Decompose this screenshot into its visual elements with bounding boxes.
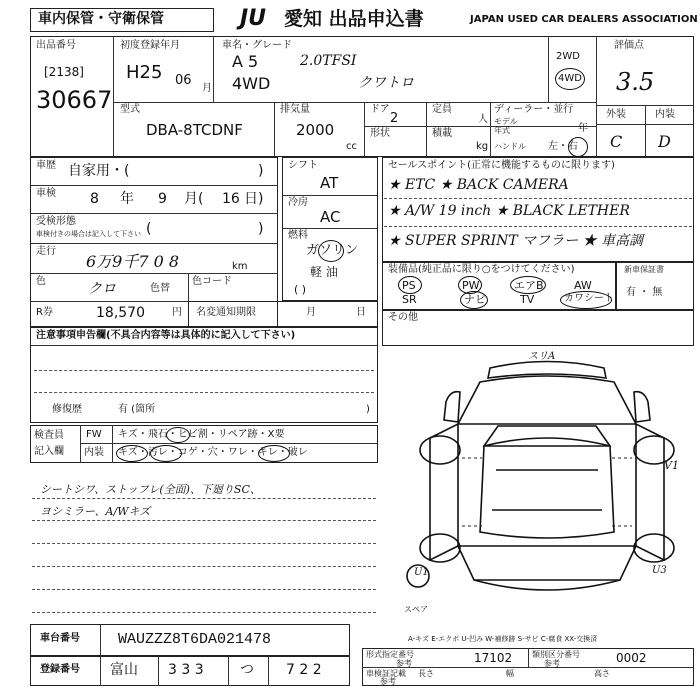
vin-label: 車台番号 — [40, 633, 80, 644]
remark-line-2: ヨシミラー、A/Wキズ — [40, 505, 151, 518]
registration-month-unit: 月 — [202, 83, 212, 94]
lot-code: [2138] — [44, 65, 84, 79]
selling-point-3: ★ SUPER SPRINT マフラー ★ 車高調 — [388, 233, 644, 249]
equipment-label: 装備品(純正品に限り○をつけてください) — [388, 264, 575, 275]
plate-class: 3 3 3 — [168, 662, 204, 678]
inspection-day-unit: 日) — [244, 191, 264, 207]
grade-score-value: 3.5 — [616, 68, 655, 96]
selling-points-label: セールスポイント(正常に機能するものに限ります) — [388, 160, 615, 171]
diagram-mark-u1: U1 — [414, 567, 429, 578]
plate-kana: つ — [240, 662, 254, 678]
fuel-gasoline-circle — [318, 240, 344, 262]
capacity-unit: 人 — [478, 114, 488, 125]
ps-circle — [398, 276, 422, 294]
stain-circle — [150, 445, 182, 462]
inspector-label-2: 記入欄 — [34, 446, 64, 457]
reception-open: ( — [146, 221, 152, 237]
aircon-label: 冷房 — [288, 197, 308, 208]
displacement-unit: cc — [346, 141, 357, 152]
recycle-day: 日 — [356, 307, 366, 318]
inspector-fw: FW — [86, 429, 102, 440]
equipment-navi: ナビ — [464, 293, 486, 306]
car-sub-grade: クワトロ — [358, 75, 414, 91]
aircon-value: AC — [320, 208, 341, 226]
vin-value: WAUZZZ8T6DA021478 — [118, 631, 272, 648]
fuel-light-oil: 軽 油 — [310, 265, 338, 279]
recycle-notice-label: 名変通知期限 — [196, 307, 256, 318]
equipment-tv: TV — [520, 293, 535, 306]
drive-4wd: 4WD — [558, 73, 582, 84]
class-no-value: 0002 — [616, 651, 647, 665]
color-code-label: 色コード — [192, 276, 232, 287]
inspection-year-unit: 年 — [120, 191, 134, 207]
form-title-en: JAPAN USED CAR DEALERS ASSOCIATION — [470, 14, 698, 25]
color-repaint: 色替 — [150, 283, 170, 294]
equipment-leather: カワシート — [564, 293, 614, 304]
inspection-day: 16 — [222, 191, 240, 207]
car-damage-diagram — [400, 350, 694, 620]
inspector-interior-items: キズ・汚レ・コゲ・穴・ワレ・キレ・破レ — [118, 447, 308, 458]
class-no-sub: 参考 — [544, 659, 560, 668]
notes-block — [30, 327, 378, 423]
navi-circle — [460, 291, 488, 309]
cert-length: 長さ — [418, 669, 434, 678]
plate-number: 7 2 2 — [286, 662, 322, 678]
displacement-value: 2000 — [296, 121, 335, 139]
notes-label: 注意事項申告欄(不具合内容等は具体的に記入して下さい) — [36, 330, 296, 341]
inspection-month-unit: 月( — [184, 191, 204, 207]
equipment-pw: PW — [462, 279, 480, 292]
inspector-fw-items: キズ・飛石・ヒビ割・リペア跡・X要 — [118, 429, 285, 440]
diagram-top-mark: スリA — [528, 351, 556, 362]
crack-circle — [258, 445, 290, 462]
plate-label: 登録番号 — [40, 664, 80, 675]
type-cert-sub: 参考 — [396, 659, 412, 668]
type-cert-value: 17102 — [474, 651, 513, 665]
recycle-label: R券 — [36, 307, 53, 318]
spare-label: スペア — [404, 605, 428, 614]
other-label: その他 — [388, 312, 418, 323]
car-name: A 5 — [232, 52, 259, 71]
lot-number: 30667 — [36, 86, 113, 114]
inspection-year: 8 — [90, 191, 99, 207]
handle-label: ハンドル — [494, 142, 526, 151]
repair-close: ) — [366, 404, 370, 415]
registration-month: 06 — [175, 73, 192, 88]
fuel-other: ( ) — [294, 283, 307, 296]
lot-label: 出品番号 — [36, 40, 76, 51]
dealer-model-year: モデル 年式 — [494, 117, 518, 135]
model-value: DBA-8TCDNF — [146, 121, 243, 139]
car-grade: 2.0TFSI — [300, 53, 357, 69]
reception-note: 車検付きの場合は記入して下さい — [36, 230, 141, 238]
reception-close: ) — [258, 221, 264, 237]
color-value: クロ — [88, 281, 116, 297]
selling-point-1: ★ ETC ★ BACK CAMERA — [388, 177, 569, 193]
plate-city: 富山 — [110, 662, 138, 678]
mileage-value: 6万9千7 0 8 — [86, 252, 180, 271]
drive-4wd-circle — [555, 68, 585, 90]
displacement-label: 排気量 — [280, 104, 310, 115]
grade-score-label: 評価点 — [614, 40, 644, 51]
stone-chip-circle — [166, 427, 190, 443]
recycle-amount: 18,570 — [96, 305, 145, 321]
car-name-label: 車名・グレード — [222, 40, 292, 51]
selling-point-2: ★ A/W 19 inch ★ BLACK LETHER — [388, 203, 630, 219]
interior-value: D — [658, 132, 671, 151]
equipment-aw: AW — [574, 279, 592, 292]
damage-legend: A-キズ E-エクボ U-凹み W-補修跡 S-サビ C-腐食 XX-交換済 — [408, 635, 598, 643]
airbag-circle — [510, 276, 546, 294]
mileage-label: 走行 — [36, 246, 56, 257]
reception-label: 受検形態 — [36, 216, 76, 227]
class-no-label: 類別区分番号 — [532, 650, 580, 659]
exterior-label: 外装 — [606, 109, 626, 120]
dealer-label: ディーラー・並行 — [494, 104, 574, 115]
repair-value: 有 (箇所 — [118, 404, 156, 415]
scratch-circle — [116, 445, 148, 462]
diagram-mark-u3: U3 — [652, 565, 667, 576]
handle-opts: 左・右 — [548, 141, 578, 152]
cert-label: 車検証記載 — [366, 669, 406, 678]
dealer-year-unit: 年 — [578, 123, 588, 134]
equipment-sr: SR — [402, 293, 417, 306]
shape-label: 形状 — [370, 128, 390, 139]
cert-width: 幅 — [506, 669, 514, 678]
history-label: 車歴 — [36, 160, 56, 171]
warranty-value: 有 ・ 無 — [626, 287, 663, 298]
load-label: 積載 — [432, 128, 452, 139]
load-unit: kg — [476, 141, 489, 152]
diagram-mark-v1: V1 — [664, 459, 679, 472]
equipment-airbag: エアB — [514, 279, 544, 292]
equipment-ps: PS — [402, 279, 416, 292]
warranty-label: 新車保証書 — [624, 265, 664, 274]
remark-line-1: シートシワ、ストッフレ(全面)、下廻りSC、 — [40, 483, 261, 496]
fuel-gasoline: ガソリン — [306, 243, 359, 258]
capacity-label: 定員 — [432, 104, 452, 115]
fuel-label: 燃料 — [288, 230, 308, 241]
top-block — [30, 36, 694, 157]
recycle-month: 月 — [306, 307, 316, 318]
registration-label: 初度登録年月 — [120, 40, 180, 51]
doors-value: 2 — [390, 111, 399, 126]
mileage-unit: km — [232, 261, 248, 272]
leather-circle — [560, 291, 612, 309]
registration-era-year: H25 — [126, 62, 163, 83]
history-close: ) — [258, 163, 264, 179]
model-label: 型式 — [120, 104, 140, 115]
type-cert-label: 形式指定番号 — [366, 650, 414, 659]
inspector-interior: 内装 — [84, 447, 104, 458]
shift-value: AT — [320, 174, 339, 192]
car-drive: 4WD — [232, 74, 271, 93]
color-label: 色 — [36, 276, 46, 287]
storage-note: 車内保管・守衛保管 — [38, 11, 164, 27]
other-block — [382, 310, 694, 346]
repair-label: 修復歴 — [52, 404, 82, 415]
shift-label: シフト — [288, 160, 318, 171]
cert-height: 高さ — [594, 669, 610, 678]
history-value: 自家用・( — [68, 163, 130, 179]
inspector-label-1: 検査員 — [34, 430, 64, 441]
form-title: 愛知 出品申込書 — [284, 8, 424, 30]
doors-label: ドア — [370, 104, 390, 115]
cert-sub: 参考 — [380, 677, 396, 686]
inspection-label: 車検 — [36, 188, 56, 199]
inspection-month: 9 — [158, 191, 167, 207]
drive-2wd: 2WD — [556, 51, 580, 62]
handle-right-circle — [568, 137, 588, 157]
recycle-yen: 円 — [172, 307, 182, 318]
exterior-value: C — [610, 132, 623, 151]
interior-label: 内装 — [655, 109, 675, 120]
ju-logo: JU — [240, 6, 267, 31]
